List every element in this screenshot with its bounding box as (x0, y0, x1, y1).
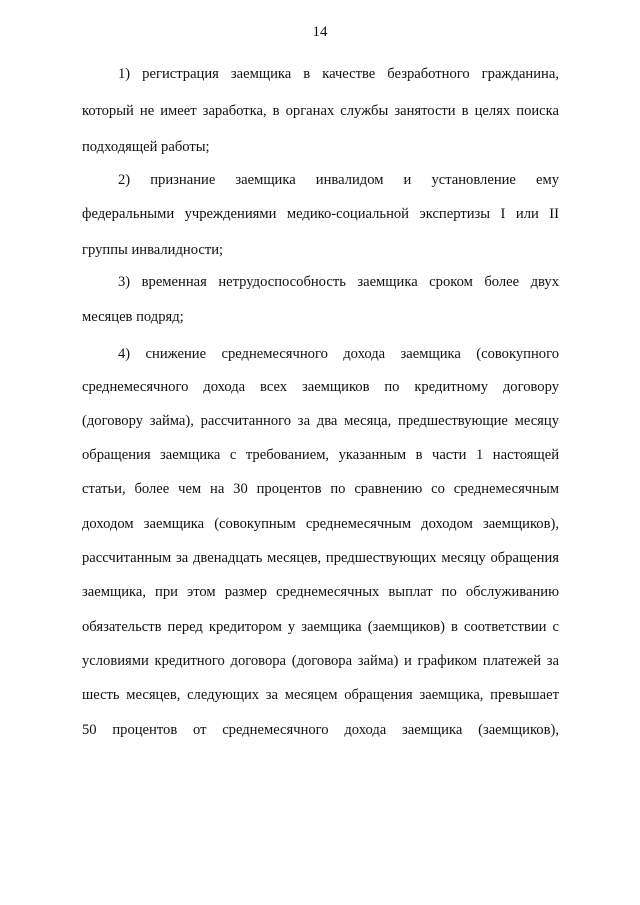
paragraph-2-line-2: федеральными учреждениями медико-социальной экспертизы I или II (82, 206, 559, 222)
paragraph-4-line-9: обязательств перед кредитором у заемщика (заемщиков) в соответствии с (82, 619, 559, 635)
paragraph-4-line-2: среднемесячного дохода всех заемщиков по кредитному договору (82, 379, 559, 395)
paragraph-3-line-2: месяцев подряд; (82, 309, 184, 325)
paragraph-1-line-3: подходящей работы; (82, 139, 210, 155)
paragraph-4-line-7: рассчитанным за двенадцать месяцев, предшествующих месяцу обращения (82, 550, 559, 566)
paragraph-1-line-1: 1) регистрация заемщика в качестве безработного гражданина, (118, 66, 559, 82)
paragraph-4-line-1: 4) снижение среднемесячного дохода заемщика (совокупного (118, 346, 559, 362)
paragraph-2-line-1: 2) признание заемщика инвалидом и установление ему (118, 172, 559, 188)
paragraph-2-line-3: группы инвалидности; (82, 242, 224, 258)
paragraph-4-line-8: заемщика, при этом размер среднемесячных выплат по обслуживанию (82, 584, 559, 600)
paragraph-3-line-1: 3) временная нетрудоспособность заемщика сроком более двух (118, 274, 559, 290)
paragraph-4-line-4: обращения заемщика с требованием, указанным в части 1 настоящей (82, 447, 559, 463)
paragraph-4-line-5: статьи, более чем на 30 процентов по сравнению со среднемесячным (82, 481, 559, 497)
paragraph-4-line-10: условиями кредитного договора (договора займа) и графиком платежей за (82, 653, 559, 669)
paragraph-4-line-12: 50 процентов от среднемесячного дохода заемщика (заемщиков), (82, 722, 559, 738)
paragraph-4-line-3: (договору займа), рассчитанного за два месяца, предшествующие месяцу (82, 413, 559, 429)
paragraph-4-line-6: доходом заемщика (совокупным среднемесячным доходом заемщиков), (82, 516, 559, 532)
paragraph-4-line-11: шесть месяцев, следующих за месяцем обращения заемщика, превышает (82, 687, 559, 703)
page-number: 14 (312, 24, 328, 40)
paragraph-1-line-2: который не имеет заработка, в органах службы занятости в целях поиска (82, 103, 559, 119)
